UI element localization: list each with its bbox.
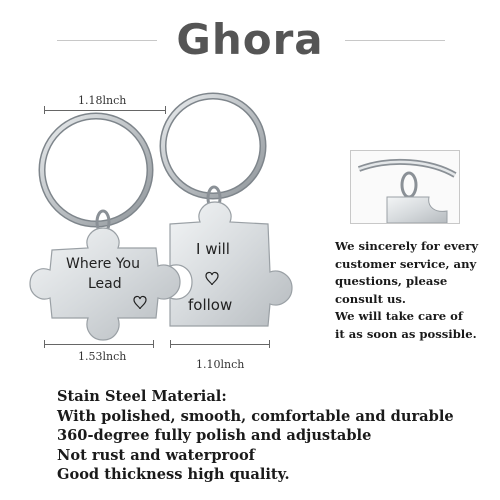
brand-logo: Ghora — [176, 15, 324, 64]
dimension-bottom-right: 1.10lnch — [196, 358, 245, 371]
dimension-top-width: 1.18lnch — [78, 94, 127, 107]
material-line: 360-degree fully polish and adjustable — [57, 427, 372, 445]
customer-service-text — [335, 238, 495, 343]
material-line: With polished, smooth, comfortable and durable — [57, 407, 454, 425]
service-line: it as soon as possible. — [335, 326, 477, 341]
material-line: Good thickness high quality. — [57, 466, 290, 484]
service-line: We will take care of — [335, 309, 463, 323]
left-key-ring-icon — [42, 116, 150, 224]
dimension-bottom-left-tick-b — [153, 340, 154, 348]
right-key-ring-icon — [163, 96, 263, 196]
engraving-left-line1: Where You — [66, 256, 140, 272]
service-line: consult us. — [335, 291, 406, 306]
dimension-bottom-left-line — [44, 344, 154, 345]
material-heading: Stain Steel Material: — [57, 388, 227, 405]
dimension-bottom-right-tick-b — [269, 340, 270, 348]
material-description — [57, 387, 497, 485]
engraving-right-line1: I will — [196, 240, 230, 258]
dimension-bottom-right-line — [170, 344, 270, 345]
material-line: Not rust and waterproof — [57, 446, 255, 464]
engraving-left-line2: Lead — [88, 276, 122, 292]
service-line: We sincerely for every — [335, 239, 479, 253]
service-line: customer service, any — [335, 256, 477, 271]
dimension-bottom-left: 1.53lnch — [78, 350, 127, 363]
key-ring-icon — [351, 151, 459, 223]
dimension-bottom-right-tick-a — [170, 340, 171, 348]
detail-closeup-frame — [350, 150, 460, 224]
service-line: questions, please — [335, 274, 448, 288]
dimension-bottom-left-tick-a — [44, 340, 45, 348]
engraving-right-line2: follow — [188, 296, 233, 314]
